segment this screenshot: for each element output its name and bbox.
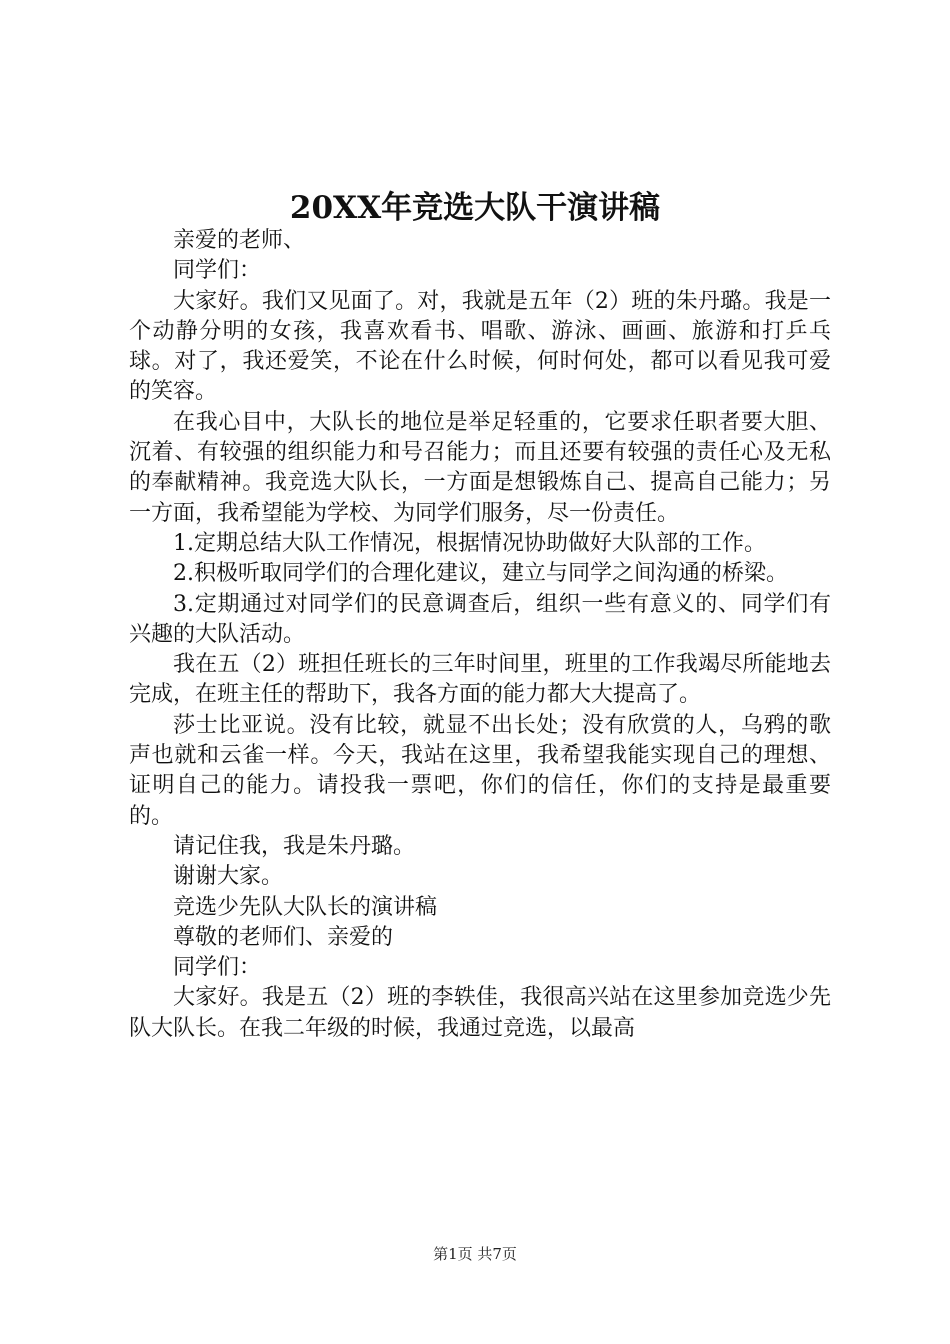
paragraph: 莎士比亚说。没有比较，就显不出长处；没有欣赏的人，乌鸦的歌声也就和云雀一样。今天，我站在这里，我希望我能实现自己的理想、证明自己的能力。请投我一票吧，你们的信任，你们的支持是最重要的。 [129,712,831,829]
paragraph: 同学们： [173,955,262,981]
paragraph: 1.定期总结大队工作情况，根据情况协助做好大队部的工作。 [173,530,766,556]
paragraph: 谢谢大家。 [173,864,284,890]
paragraph: 大家好。我们又见面了。对，我就是五年（2）班的朱丹璐。我是一个动静分明的女孩，我喜欢看书、唱歌、游泳、画画、旅游和打乒乓球。对了，我还爱笑，不论在什么时候，何时何处，都可以看见我可爱的笑容。 [129,288,831,405]
page-footer: 第1页 共7页 [433,1245,517,1263]
paragraph: 在我心目中，大队长的地位是举足轻重的，它要求任职者要大胆、沉着、有较强的组织能力和号召能力；而且还要有较强的责任心及无私的奉献精神。我竞选大队长，一方面是想锻炼自己、提高自己能力；另一方面，我希望能为学校、为同学们服务，尽一份责任。 [129,409,831,526]
paragraph: 请记住我，我是朱丹璐。 [173,833,416,859]
paragraph: 竞选少先队大队长的演讲稿 [173,894,438,920]
paragraph: 尊敬的老师们、亲爱的 [173,924,394,950]
document-title: 20XX年竞选大队干演讲稿 [289,190,661,226]
paragraph: 我在五（2）班担任班长的三年时间里，班里的工作我竭尽所能地去完成，在班主任的帮助下，我各方面的能力都大大提高了。 [129,652,831,708]
paragraph: 同学们： [173,258,262,284]
paragraph: 3.定期通过对同学们的民意调查后，组织一些有意义的、同学们有兴趣的大队活动。 [129,591,831,647]
paragraph: 大家好。我是五（2）班的李轶佳，我很高兴站在这里参加竞选少先队大队长。在我二年级的时候，我通过竞选，以最高 [129,985,831,1041]
document-body [129,226,831,1044]
paragraph: 亲爱的老师、 [173,228,306,253]
paragraph: 2.积极听取同学们的合理化建议，建立与同学之间沟通的桥梁。 [173,561,788,587]
